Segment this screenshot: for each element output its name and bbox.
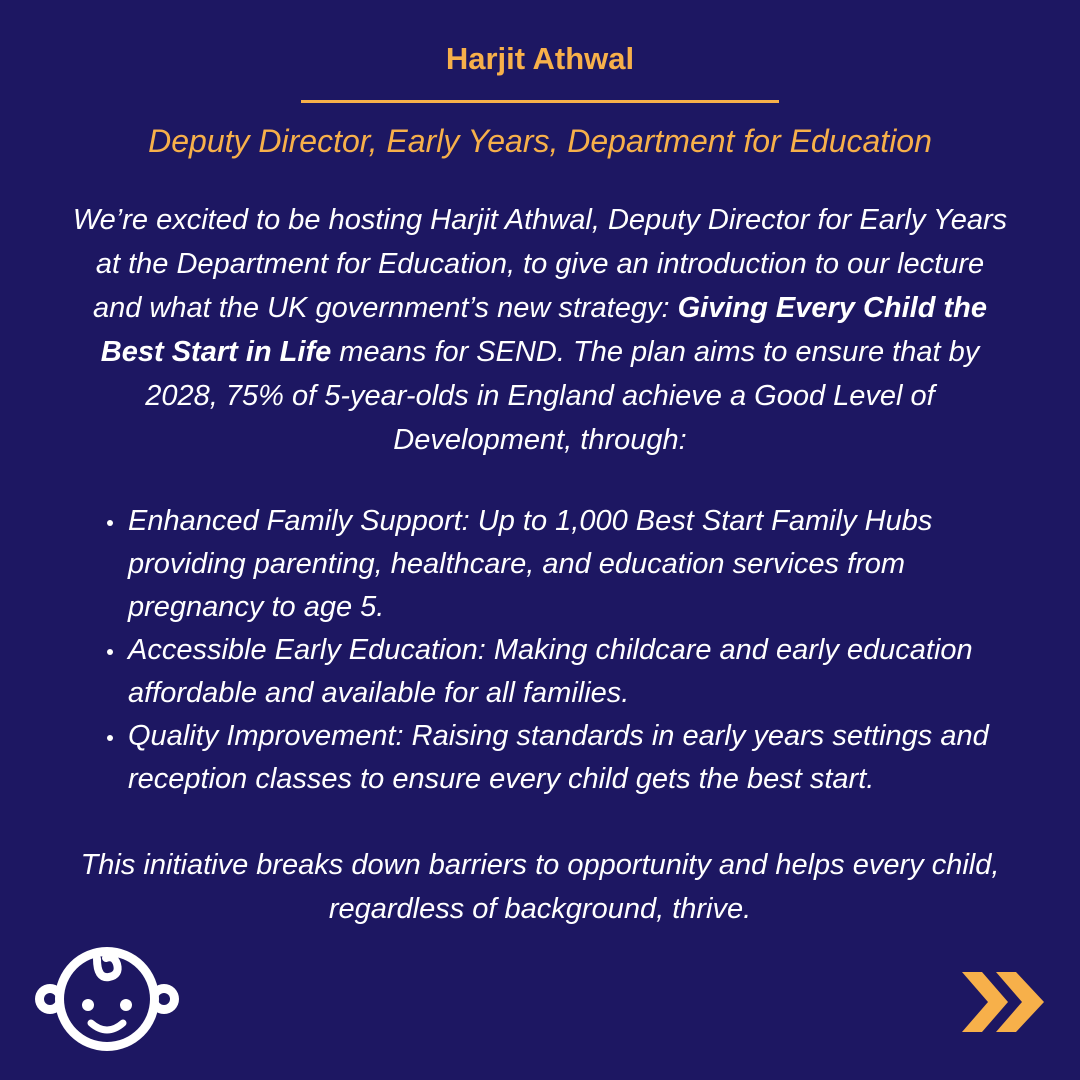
intro-text-part2: means for SEND. The plan aims to ensure that by 2028, 75% of 5-year-olds in England achieve a Good Level of Development, through: [145,336,980,456]
baby-face-icon [30,945,184,1053]
bullet-quality-improvement: Quality Improvement: Raising standards in early years settings and reception classes to ensure every child gets the best start. [128,715,1028,801]
speaker-name: Harjit Athwal [445,41,635,76]
speaker-role: Deputy Director, Early Years, Department for Education [148,123,932,159]
strategy-name: Giving Every Child the Best Start in Life [100,292,988,368]
intro-text-part1: We’re excited to be hosting Harjit Athwal, Deputy Director for Early Years at the Department for Education, to give an introduction to our lecture and what the UK government’s new strategy: [72,204,1008,324]
intro-paragraph [70,198,1010,462]
double-chevron-right-icon[interactable] [960,970,1046,1034]
bullet-early-education: Accessible Early Education: Making childcare and early education affordable and available for all families. [128,629,1028,715]
title-divider [301,100,779,103]
bullet-family-support: Enhanced Family Support: Up to 1,000 Best Start Family Hubs providing parenting, healthcare, and education services from pregnancy to age 5. [128,500,1028,629]
outro-paragraph: This initiative breaks down barriers to opportunity and helps every child, regardless of background, thrive. [80,849,1000,925]
strategy-bullet-list [128,500,1028,801]
